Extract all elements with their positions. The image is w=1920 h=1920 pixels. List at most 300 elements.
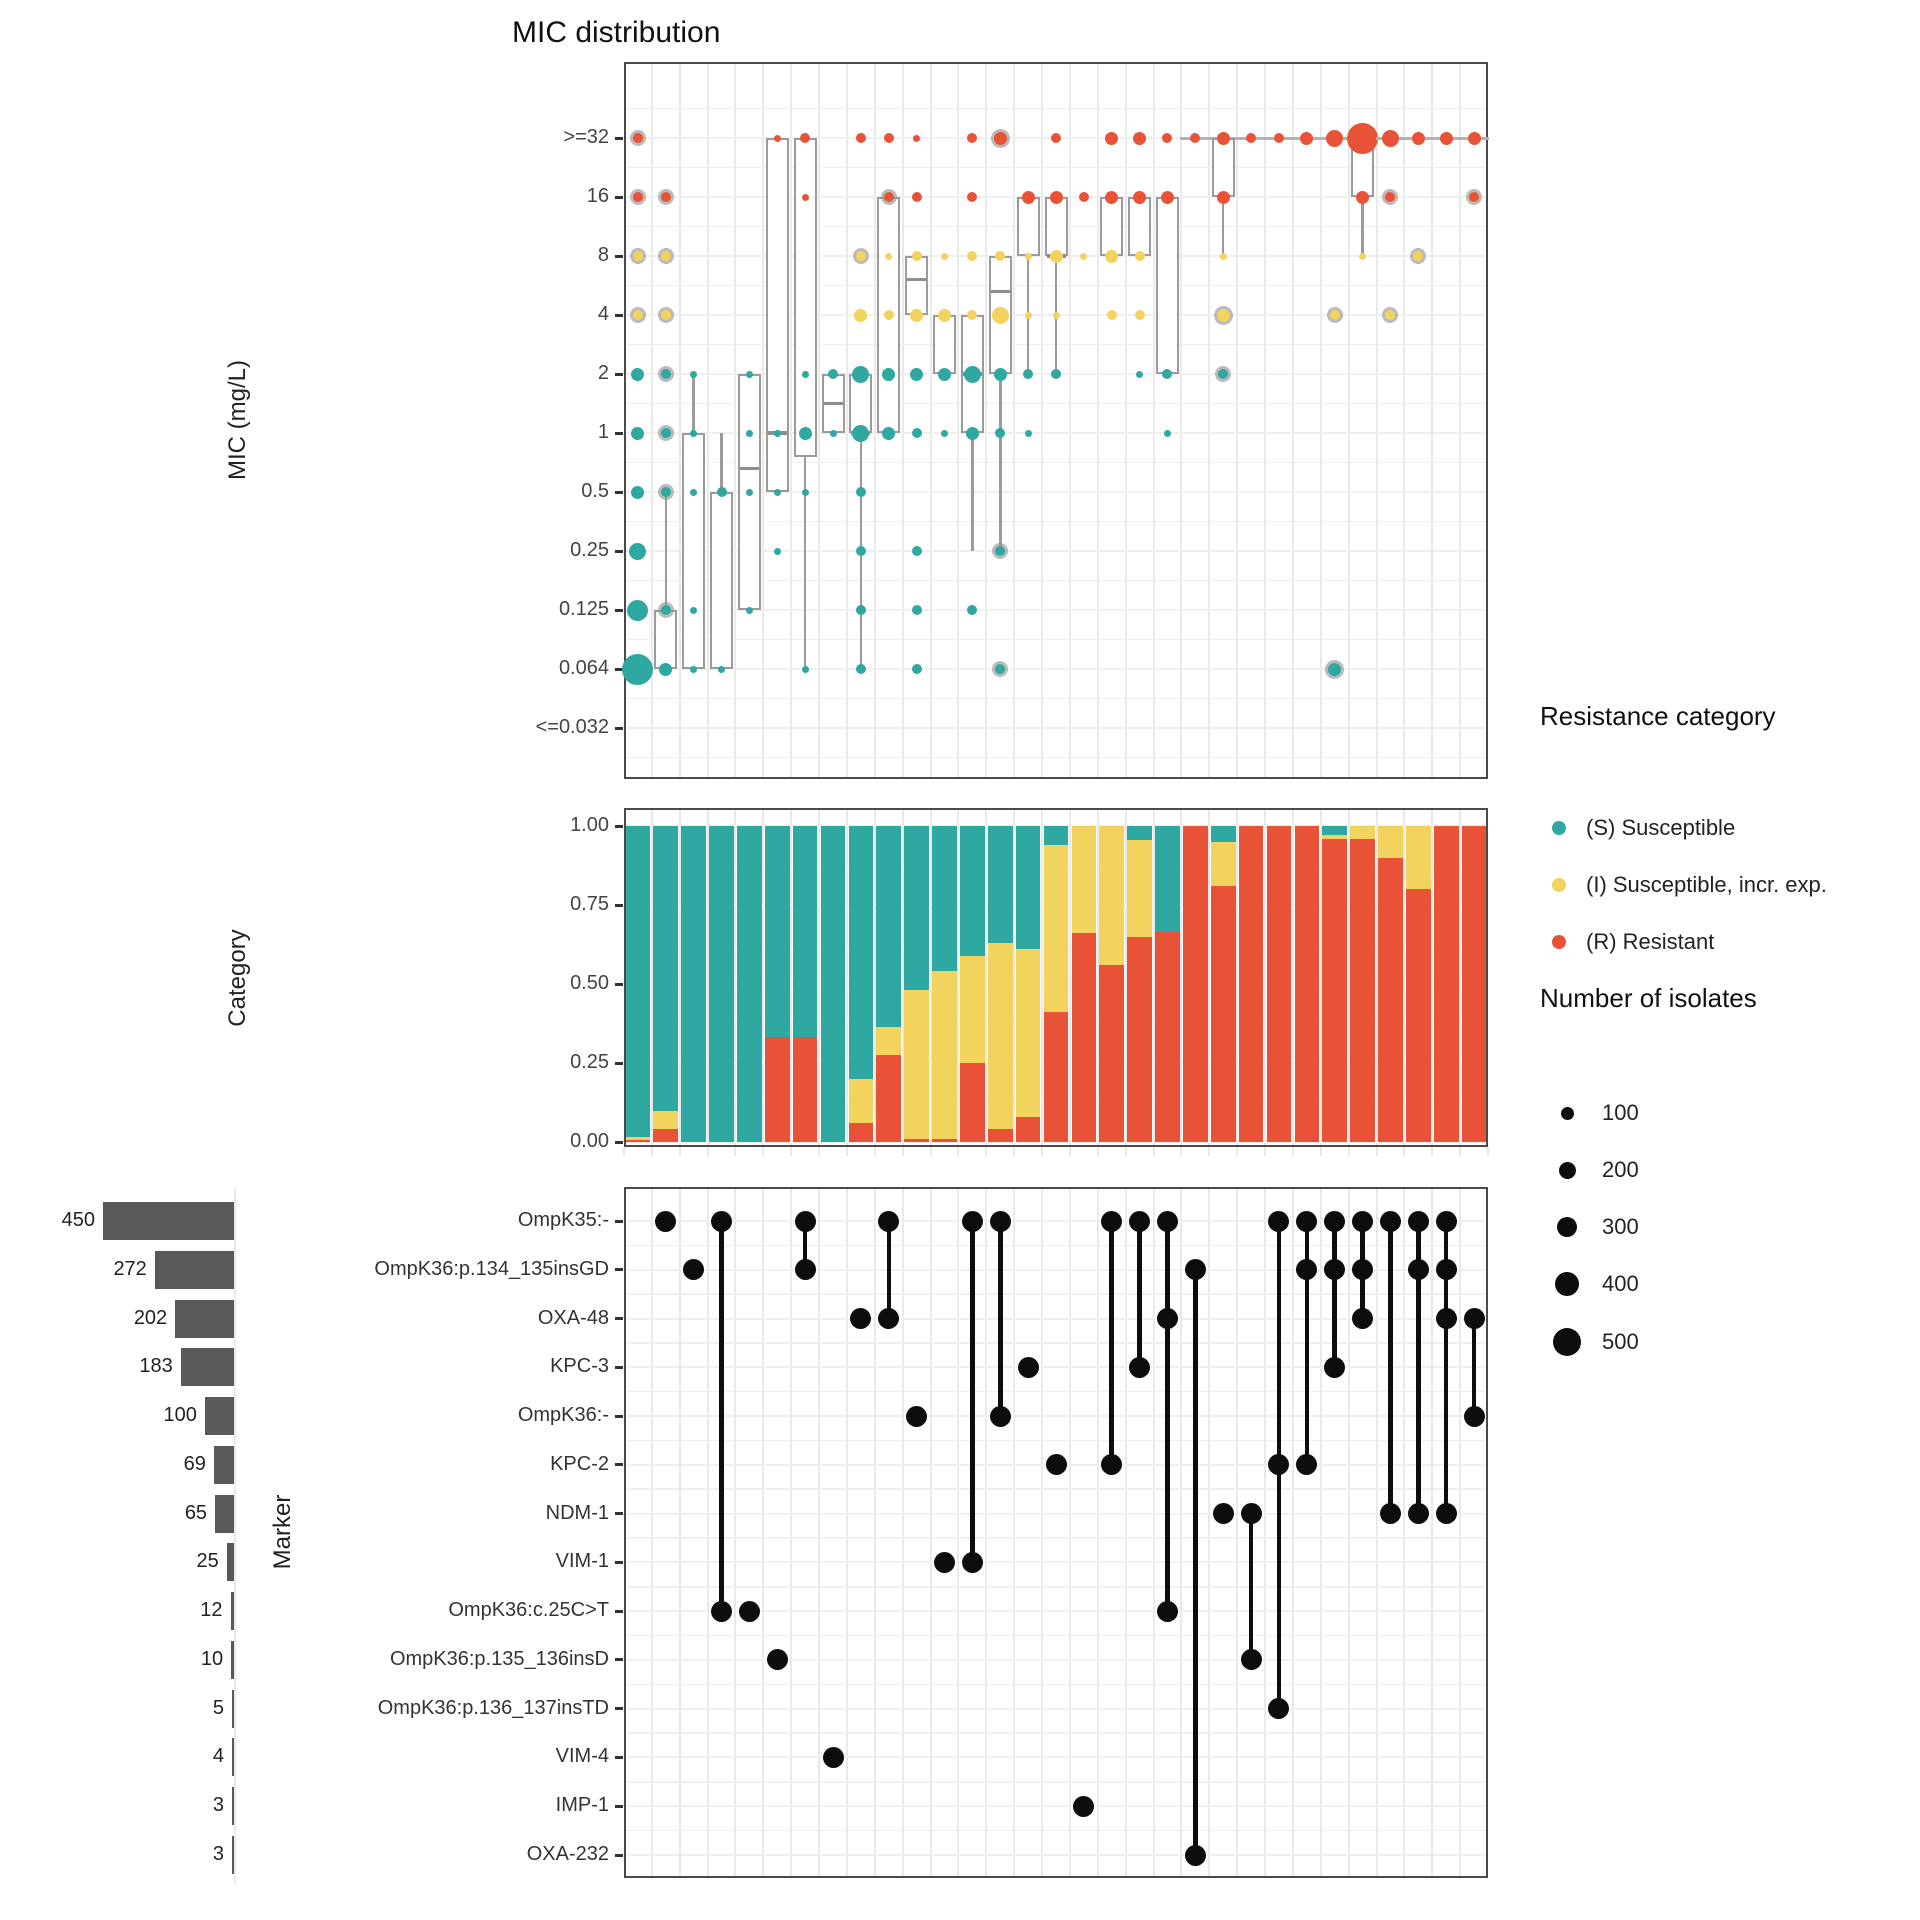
upset-connector [970,1221,975,1562]
marker-axis-tick [615,1317,623,1320]
bar-segment-susceptible [793,826,818,1037]
size-legend-item [1552,1271,1639,1297]
mic-boxplot-median [907,278,926,282]
mic-dot-s [746,430,753,437]
mic-dot-r [1217,132,1230,145]
category-x-tick [1320,1147,1322,1156]
resistance-legend-item [1552,872,1827,898]
bar-segment-susceptible [932,826,957,971]
mic-dot-s [661,487,671,497]
mic-dot-s [774,489,781,496]
legend-size-dot [1553,1328,1581,1356]
grid-h-minor [626,1586,1486,1588]
grid-v [1013,1189,1015,1876]
bar-segment-resistant [1044,1012,1069,1142]
mic-dot-i [1359,253,1366,260]
mic-dot-s [629,543,646,560]
marker-axis-tick [615,1512,623,1515]
grid-v [651,1189,653,1876]
grid-v [1041,64,1043,777]
marker-row-label: OmpK36:p.135_136insD [389,1647,609,1670]
mic-dot-r [802,194,809,201]
category-x-tick [1459,1147,1461,1156]
marker-axis-tick [615,1561,623,1564]
category-axis-tick-label: 0.50 [570,972,609,994]
bar-segment-resistant [1322,839,1347,1142]
category-x-tick [1153,1147,1155,1156]
mic-dot-i [1220,253,1227,260]
set-size-bar [103,1202,234,1240]
bar-segment-resistant [849,1123,874,1142]
marker-row-label: VIM-4 [555,1745,609,1768]
category-x-tick [623,1147,625,1156]
bar-segment-susceptible [653,826,678,1111]
grid-v [679,64,681,777]
resistance-legend-item [1552,929,1714,955]
category-x-tick [734,1147,736,1156]
marker-row-label: KPC-3 [550,1355,609,1378]
legend-size-dot [1561,1107,1574,1120]
set-size-count: 5 [212,1696,224,1719]
grid-h [626,1659,1486,1661]
mic-dot-s [1328,663,1341,676]
category-x-tick [1376,1147,1378,1156]
bar-segment-susceptible [1155,826,1180,932]
mic-dot-s [938,368,951,381]
grid-h [626,1561,1486,1563]
size-legend-title: Number of isolates [1540,983,1757,1013]
bar-segment-resistant [1406,889,1431,1142]
mic-boxplot [794,138,817,457]
mic-axis-tick-label: 1 [597,421,609,443]
upset-dot [1185,1845,1206,1866]
mic-dot-r [1050,191,1063,204]
mic-dot-s [1136,371,1143,378]
bar-segment-resistant [1072,933,1097,1142]
grid-v [818,1189,820,1876]
category-x-tick [902,1147,904,1156]
upset-dot [1408,1259,1429,1280]
mic-dot-s [718,666,725,673]
category-axis-tick [615,1062,623,1065]
mic-dot-r [913,135,920,142]
grid-v [1431,1189,1433,1876]
bar-segment-intermediate [876,1027,901,1055]
bar-segment-susceptible [626,826,651,1137]
mic-boxplot [1100,197,1123,256]
legend-size-label: 100 [1602,1100,1639,1125]
grid-v [1264,1189,1266,1876]
grid-h [626,668,1486,670]
upset-dot [711,1601,732,1622]
category-x-tick [818,1147,820,1156]
grid-v [1180,1189,1182,1876]
marker-row-label: OmpK36:c.25C>T [448,1599,609,1622]
upset-dot [711,1211,732,1232]
grid-v [1041,1189,1043,1876]
set-size-bar [155,1251,234,1289]
bar-segment-resistant [1462,826,1487,1142]
mic-dot-s [746,371,753,378]
legend-size-label: 400 [1602,1271,1639,1296]
upset-dot [1408,1211,1429,1232]
upset-dot [1157,1211,1178,1232]
upset-dot [1296,1211,1317,1232]
set-size-count: 202 [133,1306,168,1329]
mic-dot-s [1051,369,1061,379]
grid-v [957,64,959,777]
mic-dot-s [774,430,781,437]
marker-row-label: VIM-1 [555,1550,609,1573]
upset-connector [719,1221,724,1611]
set-size-bar [232,1836,234,1874]
upset-connector [1137,1221,1142,1367]
grid-v [1292,64,1294,777]
mic-dot-s [661,428,671,438]
upset-dot [1352,1211,1373,1232]
mic-dot-s [659,663,672,676]
marker-row-label: IMP-1 [555,1794,609,1817]
grid-v [1348,64,1350,777]
mic-dot-r [1022,191,1035,204]
mic-axis-tick [615,255,623,258]
mic-dot-s [912,605,922,615]
mic-axis-tick-label: 0.064 [558,657,609,679]
mic-dot-s [631,427,644,440]
grid-v [1180,64,1182,777]
category-x-tick [1208,1147,1210,1156]
category-x-tick [1292,1147,1294,1156]
bar-segment-susceptible [709,826,734,1142]
bar-segment-intermediate [1406,826,1431,889]
mic-dot-i [661,310,671,320]
bar-segment-resistant [1211,886,1236,1142]
grid-h-minor [626,1684,1486,1686]
legend-size-label: 500 [1602,1329,1639,1354]
marker-row-label: OXA-232 [526,1843,609,1865]
marker-axis-tick [615,1756,623,1759]
grid-h [626,1805,1486,1807]
mic-boxplot-median [824,402,843,406]
upset-dot [1324,1357,1345,1378]
mic-dot-r [856,133,866,143]
upset-dot [795,1259,816,1280]
marker-row-label: OmpK36:p.134_135insGD [374,1257,609,1280]
bar-segment-resistant [765,1037,790,1142]
mic-dot-s [802,666,809,673]
grid-h-minor [626,1440,1486,1442]
upset-connector [1165,1221,1170,1611]
grid-h-minor [626,698,1486,700]
grid-v [846,1189,848,1876]
grid-h-minor [626,1537,1486,1539]
bar-segment-susceptible [960,826,985,956]
mic-dot-s [774,548,781,555]
mic-dot-s [631,486,644,499]
mic-dot-s [964,366,981,383]
mic-axis-tick-label: >=32 [563,126,609,148]
marker-axis-tick [615,1463,623,1466]
mic-dot-i [633,251,643,261]
mic-dot-r [1217,191,1230,204]
marker-row-label: OmpK35:- [517,1209,609,1231]
size-legend-item [1552,1214,1639,1240]
mic-whisker [1361,197,1364,256]
mic-whisker [999,374,1002,551]
mic-boxplot [766,138,789,492]
upset-dot [1380,1211,1401,1232]
mic-axis-tick-label: 2 [597,362,609,384]
bar-segment-resistant [988,1129,1013,1142]
mic-boxplot [933,315,956,374]
mic-axis-tick-label: 0.5 [581,480,609,502]
mic-dot-r [884,192,894,202]
upset-dot [1324,1211,1345,1232]
category-x-tick [985,1147,987,1156]
set-size-count: 100 [163,1404,197,1427]
mic-dot-i [1025,312,1032,319]
upset-connector [1249,1514,1254,1660]
upset-connector [1388,1221,1393,1514]
mic-axis-tick-label: <=0.032 [535,716,609,738]
upset-dot [1018,1357,1039,1378]
bar-segment-intermediate [1044,845,1069,1012]
grid-h-minor [626,1732,1486,1734]
mic-dot-r [1300,132,1313,145]
mic-dot-r [774,135,781,142]
marker-axis-tick [615,1610,623,1613]
grid-v [734,64,736,777]
category-x-tick [1403,1147,1405,1156]
mic-axis-tick-label: 0.25 [570,539,609,561]
grid-v [734,1189,736,1876]
mic-dot-s [717,487,727,497]
grid-v [1320,64,1322,777]
grid-h-minor [626,1245,1486,1247]
set-size-count: 272 [113,1257,147,1280]
mic-dot-s [910,368,923,381]
grid-v [874,1189,876,1876]
bar-segment-resistant [1295,826,1320,1142]
bar-segment-intermediate [849,1079,874,1123]
mic-dot-s [966,427,979,440]
size-legend-item [1552,1157,1639,1183]
category-axis-tick-label: 0.75 [570,893,609,915]
mic-dot-r [1347,123,1378,154]
mic-dot-r [633,133,643,143]
mic-dot-i [885,253,892,260]
mic-dot-r [1326,130,1343,147]
upset-dot [1268,1211,1289,1232]
category-x-tick [846,1147,848,1156]
mic-dot-i [633,310,643,320]
resistance-legend-item [1552,815,1735,841]
mic-whisker [1222,197,1225,256]
grid-v [1069,1189,1071,1876]
upset-dot [1157,1601,1178,1622]
upset-dot [962,1552,983,1573]
mic-dot-i [912,251,922,261]
legend-size-dot [1559,1162,1576,1179]
mic-dot-s [1025,430,1032,437]
mic-dot-s [856,546,866,556]
grid-v [1125,64,1127,777]
grid-v [1403,64,1405,777]
mic-boxplot [1212,138,1235,197]
bar-segment-resistant [1127,937,1152,1142]
category-x-tick [957,1147,959,1156]
mic-dot-s [799,427,812,440]
mic-axis-tick [615,314,623,317]
mic-dot-s [828,369,838,379]
mic-axis-tick [615,137,623,140]
grid-v [1376,1189,1378,1876]
upset-dot [962,1211,983,1232]
bar-segment-resistant [626,1140,651,1142]
grid-v [846,64,848,777]
legend-label: (R) Resistant [1586,929,1715,954]
grid-v [874,64,876,777]
upset-dot [1241,1503,1262,1524]
set-size-bar [214,1446,234,1484]
mic-dot-s [994,368,1007,381]
mic-dot-i [884,310,894,320]
category-x-tick [679,1147,681,1156]
bar-segment-resistant [1434,826,1459,1142]
category-x-tick [790,1147,792,1156]
mic-dot-s [802,371,809,378]
mic-dot-s [852,425,869,442]
mic-dot-i [1025,253,1032,260]
grid-h-minor [626,1830,1486,1832]
category-x-tick [1431,1147,1433,1156]
grid-v [902,1189,904,1876]
grid-v [930,1189,932,1876]
upset-dot [1129,1211,1150,1232]
legend-color-dot [1552,878,1566,892]
grid-h [626,727,1486,729]
bar-segment-intermediate [932,971,957,1138]
grid-v [1376,64,1378,777]
bar-segment-susceptible [737,826,762,1142]
marker-row-label: OXA-48 [537,1306,609,1329]
marker-row-label: OmpK36:p.136_137insTD [377,1696,609,1719]
set-size-bar [215,1495,234,1533]
upset-dot [990,1406,1011,1427]
mic-whisker [665,492,668,610]
mic-boxplot [710,492,733,669]
bar-segment-resistant [1239,826,1264,1142]
category-x-tick [1264,1147,1266,1156]
mic-axis-tick-label: 4 [597,303,609,325]
upset-dot [795,1211,816,1232]
bar-segment-intermediate [1072,826,1097,933]
category-axis-tick [615,1141,623,1144]
category-axis-title: Category [224,929,251,1027]
marker-axis-tick [615,1658,623,1661]
bar-segment-resistant [1155,932,1180,1142]
category-x-tick [1348,1147,1350,1156]
category-x-tick [651,1147,653,1156]
marker-axis-tick [615,1805,623,1808]
bar-segment-susceptible [821,826,846,1142]
mic-dot-i [661,251,671,261]
mic-dot-s [690,666,697,673]
upset-connector [1109,1221,1114,1465]
bar-segment-intermediate [1211,842,1236,886]
grid-h-minor [626,108,1486,110]
mic-dot-s [882,368,895,381]
grid-v [1153,64,1155,777]
bar-segment-intermediate [904,990,929,1139]
set-size-count: 10 [200,1647,224,1670]
bar-segment-intermediate [653,1111,678,1129]
mic-axis-tick [615,196,623,199]
mic-dot-s [912,428,922,438]
grid-v [1403,1189,1405,1876]
set-size-count: 3 [212,1794,224,1817]
category-axis-tick-label: 1.00 [570,814,609,836]
bar-segment-intermediate [1016,949,1041,1116]
mic-dot-i [1135,310,1145,320]
mic-dot-s [661,605,671,615]
grid-h-minor [626,757,1486,759]
mic-dot-s [746,607,753,614]
category-x-tick [1013,1147,1015,1156]
mic-dot-i [938,309,951,322]
bar-segment-resistant [653,1129,678,1142]
grid-v [1236,64,1238,777]
bar-segment-susceptible [904,826,929,990]
upset-dot [1380,1503,1401,1524]
mic-dot-s [690,371,697,378]
bar-segment-susceptible [1127,826,1152,840]
mic-dot-r [884,133,894,143]
mic-dot-s [690,607,697,614]
upset-connector [1193,1270,1198,1855]
mic-dot-s [690,489,697,496]
mic-dot-i [941,253,948,260]
bar-segment-intermediate [1378,826,1403,858]
mic-dot-i [854,309,867,322]
mic-dot-s [622,654,653,685]
marker-axis-tick [615,1268,623,1271]
set-size-bar [231,1592,234,1630]
grid-v [1431,64,1433,777]
category-axis-tick [615,825,623,828]
mic-boxplot [1045,197,1068,256]
grid-v [790,1189,792,1876]
grid-v [1097,1189,1099,1876]
grid-v [1069,64,1071,777]
grid-v [1208,64,1210,777]
mic-boxplot-median [740,467,759,471]
bar-segment-resistant [1378,858,1403,1142]
grid-v [1013,64,1015,777]
grid-v [1348,1189,1350,1876]
marker-matrix-panel [624,1187,1488,1878]
category-axis-tick [615,983,623,986]
grid-h [626,1854,1486,1856]
mic-boxplot [654,610,677,669]
mic-dot-s [830,430,837,437]
mic-dot-r [1105,132,1118,145]
mic-dot-s [802,489,809,496]
bar-segment-susceptible [1044,826,1069,845]
grid-h-minor [626,1488,1486,1490]
grid-v [707,1189,709,1876]
category-x-tick [874,1147,876,1156]
